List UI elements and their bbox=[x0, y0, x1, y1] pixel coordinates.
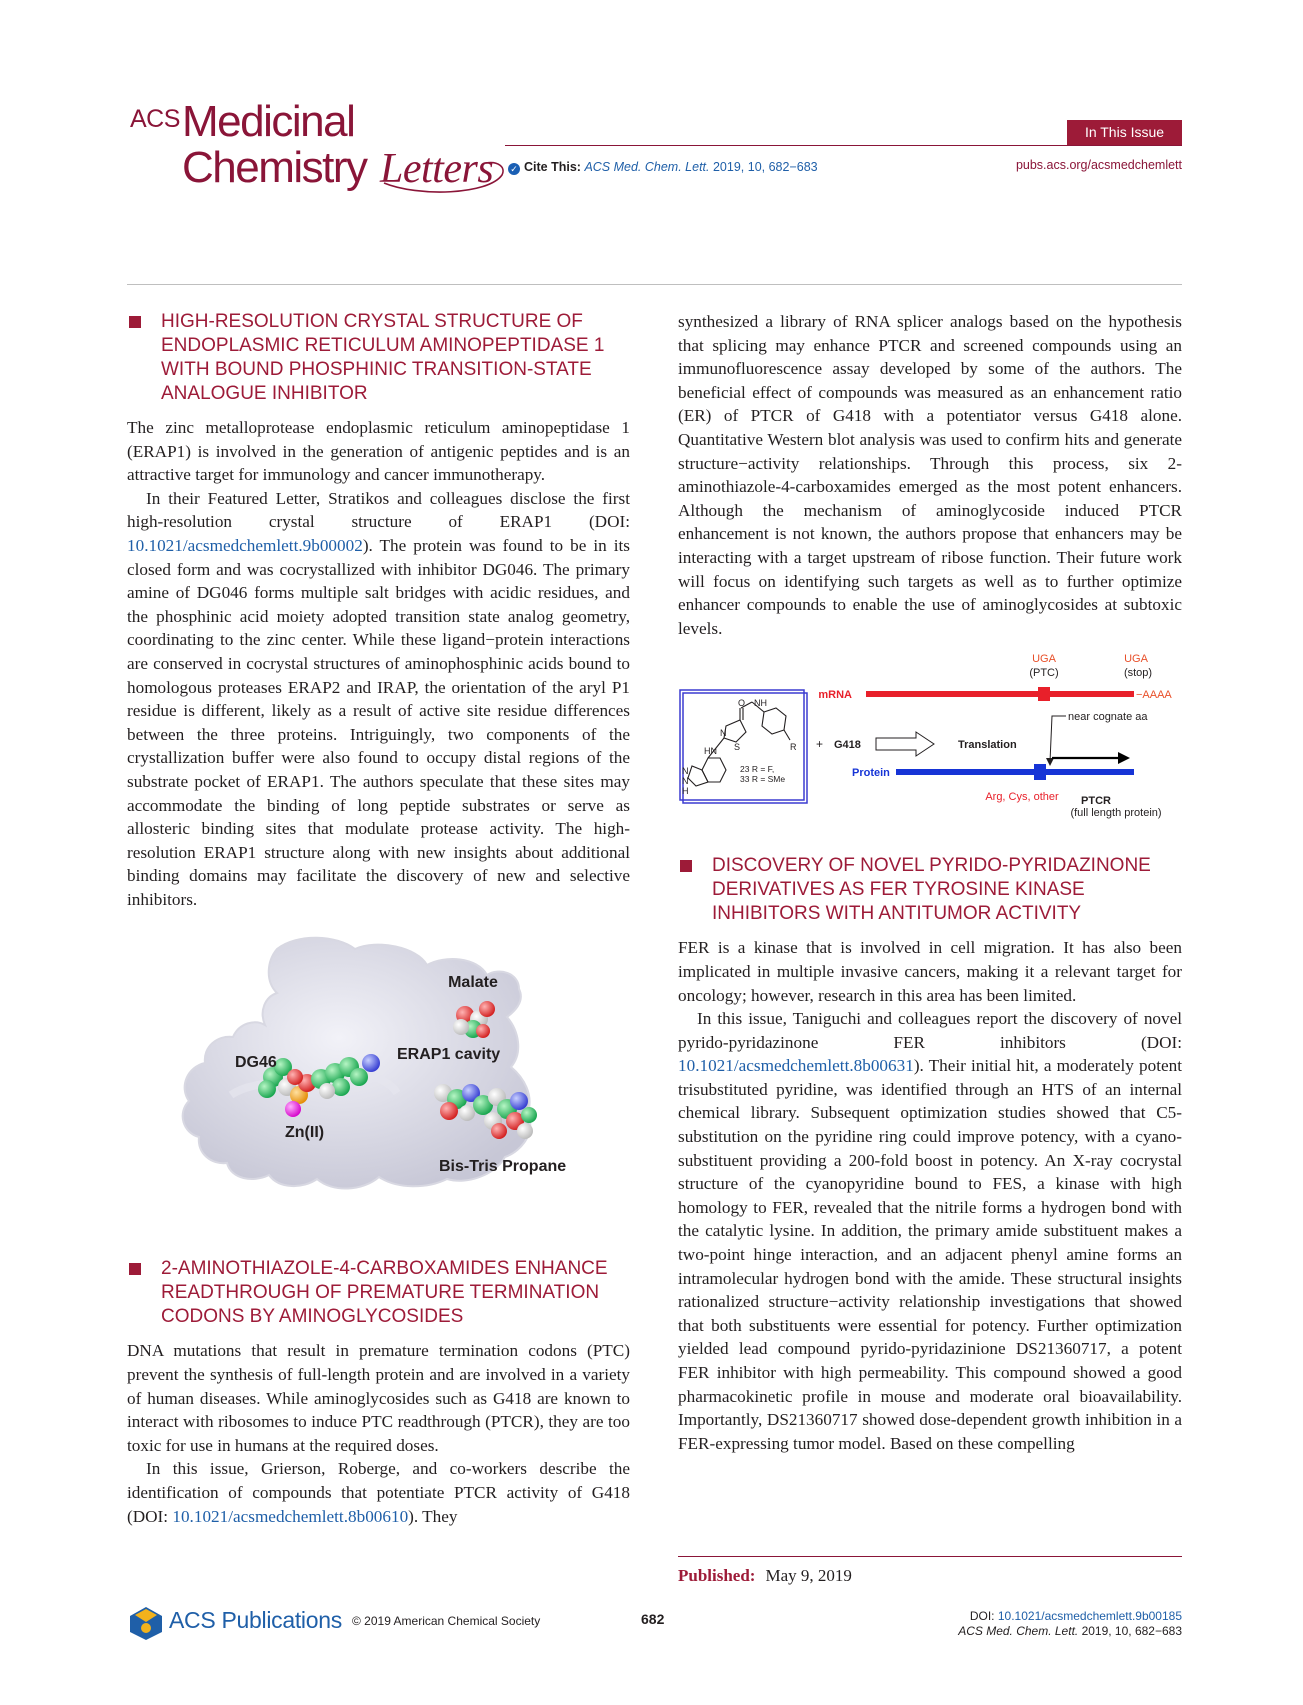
atom-n3: N bbox=[682, 776, 689, 787]
section-heading-ptcr bbox=[127, 1257, 630, 1329]
label-g418: G418 bbox=[834, 739, 861, 752]
label-near-cognate: near cognate aa bbox=[1068, 711, 1148, 724]
cite-this-line[interactable] bbox=[508, 160, 818, 175]
top-rule bbox=[127, 284, 1182, 285]
label-stop: (stop) bbox=[1123, 667, 1153, 680]
label-uga-ptc: UGA bbox=[1032, 654, 1056, 666]
translation-arrow bbox=[876, 732, 934, 756]
heading-text: 2-AMINOTHIAZOLE-4-CARBOXAMIDES ENHANCE READTHROUGH OF PREMATURE TERMINATION CODONS BY AMINOGLYCOSIDES bbox=[161, 1258, 608, 1328]
logo-chemistry: Chemistry bbox=[182, 143, 367, 192]
text: In this issue, Taniguchi and colleagues report the discovery of novel pyrido-pyridazinone FER inhibitors (DOI: bbox=[678, 1009, 1182, 1052]
near-cognate-pointer bbox=[1050, 716, 1066, 762]
label-mrna: mRNA bbox=[818, 689, 852, 702]
published-rule bbox=[678, 1556, 1182, 1557]
footer-doi-link[interactable]: 10.1021/acsmedchemlett.9b00185 bbox=[997, 1609, 1182, 1623]
label-dg46: DG46 bbox=[235, 1054, 277, 1072]
acs-hexagon-icon bbox=[127, 1605, 165, 1641]
text: ). The protein was found to be in its closed form and was cocrystallized with inhibitor DG046. The primary amine of DG046 forms multiple salt bridges with acidic residues, and the phosphinic acid moiety adopted transition state analog geometry, coordinating to the zinc center. While these ligand−protein interactions are conserved in cocrystal structures of aminophosphinic acids bound to homologous proteases ERAP2 and IRAP, the orientation of the aryl P1 residue is different, likely as a result of active site residue differences between the three proteins. Intriguingly, two components of the crystallization buffer were also found to occupy distal regions of the substrate pocket of ERAP1. The authors speculate that these sites may accommodate the binding of long peptide substrates or serve as allosteric binding sites that modulate protease activity. The high-resolution ERAP1 structure along with new insights about additional binding domains may facilitate the discovery of new and selective inhibitors. bbox=[127, 535, 630, 909]
check-icon: ✓ bbox=[508, 163, 520, 175]
label-plus: + bbox=[816, 737, 824, 752]
journal-url-link[interactable]: pubs.acs.org/acsmedchemlett bbox=[1015, 158, 1182, 172]
text: ). They bbox=[408, 1506, 458, 1526]
page-number: 682 bbox=[641, 1611, 665, 1627]
label-ptc: (PTC) bbox=[1029, 667, 1059, 680]
compound-23: 23 R = F, bbox=[740, 764, 775, 775]
label-erap1-cavity: ERAP1 cavity bbox=[397, 1046, 501, 1064]
journal-logo bbox=[130, 97, 500, 193]
section-heading-fer bbox=[678, 854, 1182, 926]
text: synthesized a library of RNA splicer analogs based on the hypothesis that splicing may enhance PTCR and screened compounds using an immunofluorescence assay developed by some of the authors. The beneficial effect of compounds was measured as an enhancement ratio (ER) of PTCR of G418 with a potentiator versus G418 alone. Quantitative Western blot analysis was used to confirm hits and generate structure−activity relationships. Through this process, six 2-aminothiazole-4-carboxamides emerged as the most potent enhancers. Although the mechanism of aminoglycoside induced PTCR enhancement is not known, the authors propose that enhancers may be interacting with a target upstream of ribose function. Their future work will focus on identifying such targets as well as to further optimize enhancer compounds to enable the use of aminoglycosides at subtoxic levels. bbox=[678, 312, 1182, 638]
ptc-marker bbox=[1038, 687, 1050, 701]
heading-text: DISCOVERY OF NOVEL PYRIDO-PYRIDAZINONE DERIVATIVES AS FER TYROSINE KINASE INHIBITORS WITH ANTITUMOR ACTIVITY bbox=[712, 855, 1151, 925]
label-uga-stop: UGA bbox=[1124, 654, 1148, 666]
left-column bbox=[127, 310, 630, 1528]
logo-swoosh-icon bbox=[378, 153, 508, 195]
label-aaaa: −AAAA bbox=[1136, 689, 1172, 702]
ptcr-scheme-graphic bbox=[678, 654, 1182, 822]
label-protein: Protein bbox=[852, 767, 890, 780]
footer-ref-rest: 2019, 10, 682−683 bbox=[1078, 1624, 1182, 1638]
cite-ref: ACS Med. Chem. Lett. bbox=[584, 160, 710, 174]
label-zn: Zn(II) bbox=[285, 1124, 325, 1142]
label-malate: Malate bbox=[448, 974, 498, 992]
text: In their Featured Letter, Stratikos and colleagues disclose the first high-resolution crystal structure of ERAP1 (DOI: bbox=[127, 488, 630, 532]
footer-ref-journal: ACS Med. Chem. Lett. bbox=[958, 1624, 1079, 1638]
heading-square-icon bbox=[680, 860, 692, 872]
published-label: Published: bbox=[678, 1566, 756, 1585]
in-this-issue-badge[interactable]: In This Issue bbox=[1067, 120, 1182, 145]
cite-volume: 2019, 10, 682−683 bbox=[712, 160, 818, 174]
text: ). Their initial hit, a moderately potent trisubstituted pyridine, was identified through an HTS of an internal chemical library. Subsequent optimization studies showed that C5-substitution on the pyridine ring could improve potency, with a cyano-substituent providing a 200-fold boost in potency. An X-ray cocrystal structure of the cyanopyridine bound to FES, a kinase with high homology to FER, revealed that the nitrile forms a hydrogen bond with the catalytic lysine. In addition, the primary amide substituent makes a two-point hinge interaction, and an adjacent phenyl amine forms an intramolecular hydrogen bond with the amide. These structural insights rationalized structure−activity relationship investigations that showed that both substituents were essential for potency. Further optimization yielded lead compound pyrido-pyridazinione DS21360717, a potent FER inhibitor with high permeability. This compound showed a good pharmacokinetic profile in mouse and moderate oral bioavailability. Importantly, DS21360717 showed dose-dependent growth inhibition in a FER-expressing tumor model. Based on these compelling bbox=[678, 1056, 1182, 1453]
label-full-length: (full length protein) bbox=[1070, 807, 1162, 820]
paragraph-continued bbox=[678, 310, 1182, 640]
heading-square-icon bbox=[129, 1263, 141, 1275]
atom-n2: N bbox=[682, 766, 689, 777]
atom-n: N bbox=[720, 728, 727, 739]
footer-doi-line bbox=[958, 1609, 1182, 1624]
right-column bbox=[678, 310, 1182, 1455]
footer-doi-block bbox=[958, 1609, 1182, 1639]
label-translation: Translation bbox=[958, 739, 1017, 752]
atom-hn: HN bbox=[704, 746, 717, 757]
header-rule bbox=[505, 145, 1182, 146]
atom-r: R bbox=[790, 742, 797, 753]
paragraph: FER is a kinase that is involved in cell migration. It has also been implicated in multiple invasive cancers, making it a relevant target for oncology; however, research in this area has been limited. bbox=[678, 938, 1182, 1005]
paragraph: DNA mutations that result in premature termination codons (PTC) prevent the synthesis of full-length protein and are involved in a variety of human diseases. While aminoglycosides such as G418 are known to interact with ribosomes to induce PTC readthrough (PTCR), they are too toxic for use in humans at the required doses. bbox=[127, 1341, 630, 1455]
text: In this issue, Grierson, Roberge, and co-workers describe the identification of compounds that potentiate PTCR activity of G418 (DOI: bbox=[127, 1459, 630, 1526]
atom-nh: NH bbox=[754, 698, 767, 709]
logo-letters: Letters bbox=[380, 146, 494, 192]
atom-h: H bbox=[682, 786, 689, 797]
paragraph: The zinc metalloprotease endoplasmic reticulum aminopeptidase 1 (ERAP1) is involved in the generation of antigenic peptides and is an attractive target for immunology and cancer immunotherapy. bbox=[127, 418, 630, 485]
erap1-structure-figure bbox=[127, 927, 630, 1227]
atom-o: O bbox=[738, 698, 746, 709]
label-bistris: Bis-Tris Propane bbox=[439, 1158, 567, 1176]
footer-ref-line bbox=[958, 1624, 1182, 1639]
doi-link[interactable]: 10.1021/acsmedchemlett.8b00631 bbox=[678, 1056, 914, 1076]
label-arg-cys: Arg, Cys, other bbox=[985, 791, 1059, 804]
compound-33: 33 R = SMe bbox=[740, 774, 786, 785]
heading-square-icon bbox=[129, 316, 141, 328]
ptcr-scheme-figure bbox=[678, 654, 1182, 822]
logo-acs: ACS bbox=[130, 105, 180, 133]
logo-medicinal: Medicinal bbox=[182, 97, 355, 146]
doi-label: DOI: bbox=[969, 1609, 998, 1623]
section-heading-erap1 bbox=[127, 310, 630, 406]
published-date: May 9, 2019 bbox=[765, 1566, 852, 1585]
doi-link[interactable]: 10.1021/acsmedchemlett.9b00002 bbox=[127, 535, 363, 555]
acs-publications-logo[interactable] bbox=[127, 1605, 342, 1646]
publisher-name: ACS Publications bbox=[169, 1607, 342, 1633]
copyright: © 2019 American Chemical Society bbox=[352, 1614, 541, 1628]
published-line bbox=[678, 1566, 852, 1586]
erap1-surface-graphic bbox=[127, 927, 630, 1227]
cite-label: Cite This: bbox=[524, 160, 581, 174]
heading-text: HIGH-RESOLUTION CRYSTAL STRUCTURE OF ENDOPLASMIC RETICULUM AMINOPEPTIDASE 1 WITH BOUND PHOSPHINIC TRANSITION-STATE ANALOGUE INHIBITOR bbox=[161, 311, 605, 404]
readthrough-marker bbox=[1034, 764, 1046, 780]
atom-s: S bbox=[734, 742, 741, 753]
label-ptcr: PTCR bbox=[1081, 795, 1111, 808]
doi-link[interactable]: 10.1021/acsmedchemlett.8b00610 bbox=[172, 1506, 409, 1526]
paragraph bbox=[127, 487, 630, 912]
paragraph bbox=[127, 1457, 630, 1528]
paragraph bbox=[678, 1007, 1182, 1455]
